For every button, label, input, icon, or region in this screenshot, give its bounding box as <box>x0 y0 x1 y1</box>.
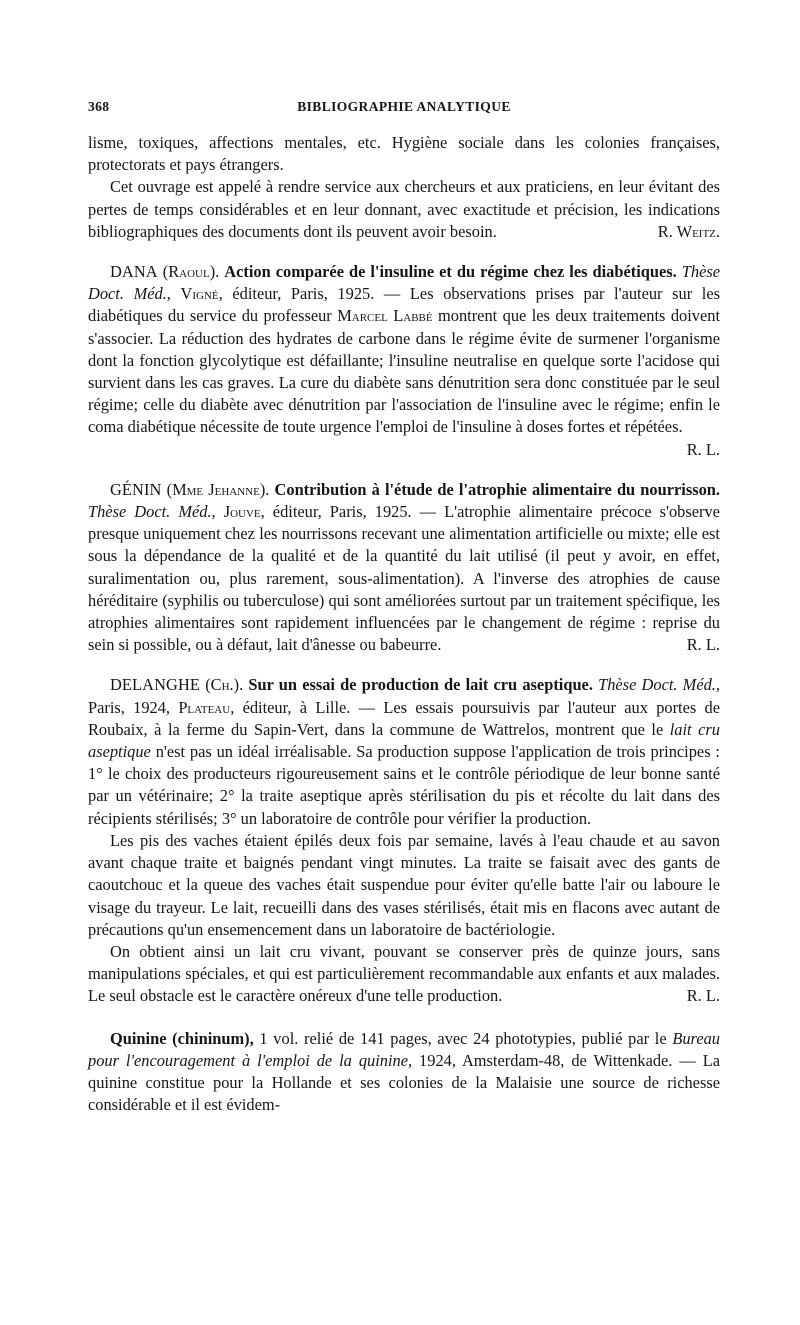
entry-title: Contribution à l'étude de l'atrophie alimentaire du nourrisson. <box>274 479 720 499</box>
author-surname: DANA <box>110 262 158 282</box>
entry-paragraph <box>88 1028 720 1117</box>
publication-details: éditeur, Paris, 1925. — <box>272 502 437 522</box>
entry-body: 1924, Amsterdam-48, de Wittenkade. — La quinine constitue pour la Hollande et ses colonies de la Malaisie une source de richesse considérable et il est évidem- <box>88 1050 721 1115</box>
running-title: BIBLIOGRAPHIE ANALYTIQUE <box>297 99 511 114</box>
signature: R. L. <box>686 635 720 655</box>
entry-title: Quinine (chininum), <box>110 1028 254 1048</box>
publisher: Jouve, <box>223 502 265 522</box>
publication-details: 1 vol. relié de 141 pages, avec 24 phototypies, publié par le <box>259 1028 667 1048</box>
author-given-name: (Raoul). <box>162 262 220 282</box>
italic-term: lait cru aseptique <box>88 719 720 762</box>
bibliography-entry-genin <box>88 479 720 657</box>
entry-body: montrent que les deux traitements doivent s'associer. La réduction des hydrates de carbone dans le régime évite de surmener l'organisme dont la fonction glycolytique est défaillante; l'insuline neutralise en quelque sorte l'acidose qui survient dans les cas graves. La cure du diabète sans dénutrition sera donc constituée par le seul régime; celle du diabète avec dénutrition par l'association de l'insuline avec le régime; enfin le coma diabétique nécessite de toute urgence l'emploi de l'insuline à doses fortes et répétées. <box>88 306 721 437</box>
person-name: Marcel Labbé <box>337 306 433 326</box>
publication-details: éditeur, Paris, 1925. — Les observations prises par l'auteur sur les diabétiques du service du professeur <box>88 284 720 326</box>
publication-year: Paris, 1924, <box>88 697 171 717</box>
intro-paragraph-2 <box>88 176 720 243</box>
author-given-name: (Mme Jehanne). <box>166 479 270 499</box>
thesis-label: Thèse Doct. Méd., <box>88 502 216 522</box>
italic-term: Bureau pour l'encouragement à l'emploi de la quinine, <box>88 1028 720 1070</box>
author-given-name: (Ch.). <box>205 675 244 695</box>
entry-title: Action comparée de l'insuline et du régime chez les diabétiques. <box>224 262 677 282</box>
author-surname: GÉNIN <box>110 479 162 499</box>
intro-paragraph: lisme, toxiques, affections mentales, etc. Hygiène sociale dans les colonies françaises, protectorats et pays étrangers. <box>88 133 720 175</box>
entry-body-3: On obtient ainsi un lait cru vivant, pouvant se conserver près de quinze jours, sans manipulations spéciales, et qui est particulièrement recommandable aux enfants et aux malades. Le seul obstacle est le caractère onéreux d'une telle production. <box>88 941 720 1006</box>
intro-text: Cet ouvrage est appelé à rendre service aux chercheurs et aux praticiens, en leur évitant des pertes de temps considérables et en leur donnant, avec exactitude et précision, les indications bibliographiques des documents dont ils peuvent avoir besoin. <box>88 177 720 241</box>
bibliography-entry-dana <box>88 261 720 461</box>
entry-paragraph <box>88 479 720 657</box>
entry-paragraph <box>88 674 720 829</box>
publisher: Plateau, <box>178 697 235 717</box>
signature: R. L. <box>686 986 720 1006</box>
signature: R. L. <box>686 439 720 459</box>
entry-title: Sur un essai de production de lait cru aseptique. <box>248 675 593 695</box>
author-surname: DELANGHE <box>110 675 201 695</box>
signature: R. Weitz. <box>657 221 720 241</box>
page-number: 368 <box>88 99 110 114</box>
running-header <box>88 96 720 118</box>
entry-paragraph <box>88 261 720 461</box>
bibliography-entry-quinine <box>88 1028 720 1117</box>
thesis-label: Thèse Doct. Méd., <box>598 675 720 695</box>
page <box>88 96 720 1116</box>
thesis-label: Thèse Doct. Méd., <box>88 262 721 304</box>
entry-body: n'est pas un idéal irréalisable. Sa production suppose l'application de trois principes : 1° le choix des producteurs rigoureusement sains et le contrôle périodique de leur bonne santé par un vétérinaire; 2° la traite aseptique après stérilisation du pis et récolte du lait dans des récipients stérilisés; 3° un laboratoire de contrôle pour vérifier la production. <box>88 742 720 828</box>
entry-paragraph-2: Les pis des vaches étaient épilés deux fois par semaine, lavés à l'eau chaude et au savon avant chaque traite et baignés pendant vingt minutes. La traite se faisait avec des gants de caoutchouc et la queue des vaches était suspendue pour éviter qu'elle batte l'air ou laboure le visage du trayeur. Le lait, recueilli dans des vases stérilisés, était mis en flacons avec autant de précautions qu'un ensemencement dans un laboratoire de bactériologie. <box>88 830 720 939</box>
publisher: Vigné, <box>180 284 223 304</box>
publication-details: éditeur, à Lille. — Les essais poursuivis par l'auteur aux portes de Roubaix, à la ferme du Sapin-Vert, dans la commune de Wattrelos, montrent que le <box>88 697 720 739</box>
entry-body: L'atrophie alimentaire précoce s'observe presque uniquement chez les nourrissons recevant une alimentation artificielle ou mixte; elle est sous la dépendance de la qualité et de la quantité du lait utilisé (il peut y avoir, en effet, suralimentation ou, plus rarement, sous-alimentation). A l'inverse des atrophies de cause héréditaire (syphilis ou tuberculose) qui sont améliorées surtout par un traitement spécifique, les atrophies alimentaires sont rapidement influencées par le changement de régime : reprise du sein si possible, ou à défaut, lait d'ânesse ou babeurre. <box>88 502 720 655</box>
bibliography-entry-delanghe <box>88 674 720 1007</box>
entry-paragraph-3 <box>88 941 720 1008</box>
